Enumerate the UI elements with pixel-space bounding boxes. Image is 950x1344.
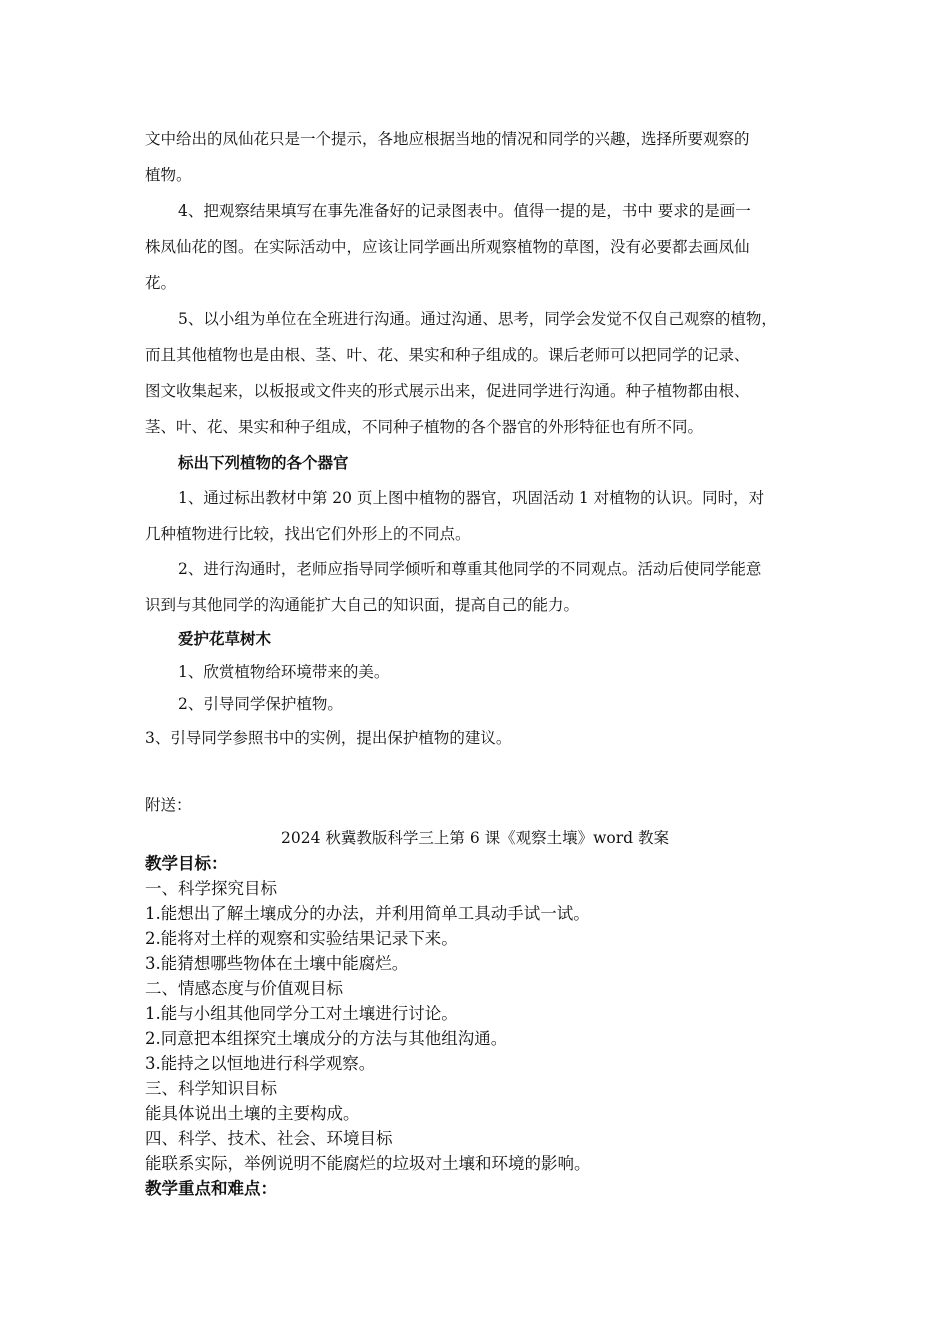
paragraph-line: 5、以小组为单位在全班进行沟通。通过沟通、思考，同学会发觉不仅自己观察的植物， (178, 310, 777, 328)
section-heading: 教学目标： (145, 854, 228, 873)
paragraph-line: 花。 (145, 274, 177, 292)
goal-line: 能联系实际，举例说明不能腐烂的垃圾对土壤和环境的影响。 (145, 1154, 591, 1173)
section-heading: 爱护花草树木 (178, 629, 272, 648)
appendix-label: 附送： (145, 796, 192, 814)
paragraph-line: 1、通过标出教材中第 20 页上图中植物的器官，巩固活动 1 对植物的认识。同时，对 (178, 489, 765, 507)
goal-line: 四、科学、技术、社会、环境目标 (145, 1129, 393, 1148)
paragraph-line: 株凤仙花的图。在实际活动中，应该让同学画出所观察植物的草图，没有必要都去画凤仙 (145, 238, 750, 256)
paragraph-line: 3、引导同学参照书中的实例，提出保护植物的建议。 (145, 729, 512, 747)
paragraph-line: 几种植物进行比较，找出它们外形上的不同点。 (145, 525, 471, 543)
paragraph-line: 4、把观察结果填写在事先准备好的记录图表中。值得一提的是，书中 要求的是画一 (178, 202, 751, 220)
goal-line: 3.能猜想哪些物体在土壤中能腐烂。 (145, 954, 409, 973)
paragraph-line: 茎、叶、花、果实和种子组成，不同种子植物的各个器官的外形特征也有所不同。 (145, 418, 704, 436)
paragraph-line: 而且其他植物也是由根、茎、叶、花、果实和种子组成的。课后老师可以把同学的记录、 (145, 346, 750, 364)
goal-line: 1.能与小组其他同学分工对土壤进行讨论。 (145, 1004, 458, 1023)
paragraph-line: 图文收集起来，以板报或文件夹的形式展示出来，促进同学进行沟通。种子植物都由根、 (145, 382, 750, 400)
paragraph-line: 1、欣赏植物给环境带来的美。 (178, 663, 390, 681)
goal-line: 一、科学探究目标 (145, 879, 277, 898)
paragraph-line: 2、引导同学保护植物。 (178, 695, 343, 713)
goal-line: 3.能持之以恒地进行科学观察。 (145, 1054, 376, 1073)
section-heading: 教学重点和难点： (145, 1179, 277, 1198)
paragraph-line: 识到与其他同学的沟通能扩大自己的知识面，提高自己的能力。 (145, 596, 580, 614)
document-title: 2024 秋冀教版科学三上第 6 课《观察土壤》word 教案 (281, 829, 669, 847)
goal-line: 二、情感态度与价值观目标 (145, 979, 343, 998)
goal-line: 能具体说出土壤的主要构成。 (145, 1104, 360, 1123)
paragraph-line: 文中给出的凤仙花只是一个提示，各地应根据当地的情况和同学的兴趣，选择所要观察的 (145, 130, 750, 148)
paragraph-line: 2、进行沟通时，老师应指导同学倾听和尊重其他同学的不同观点。活动后使同学能意 (178, 560, 762, 578)
goal-line: 三、科学知识目标 (145, 1079, 277, 1098)
paragraph-line: 植物。 (145, 166, 192, 184)
section-heading: 标出下列植物的各个器官 (178, 453, 349, 472)
goal-line: 1.能想出了解土壤成分的办法，并利用简单工具动手试一试。 (145, 904, 590, 923)
goal-line: 2.能将对土样的观察和实验结果记录下来。 (145, 929, 458, 948)
goal-line: 2.同意把本组探究土壤成分的方法与其他组沟通。 (145, 1029, 508, 1048)
